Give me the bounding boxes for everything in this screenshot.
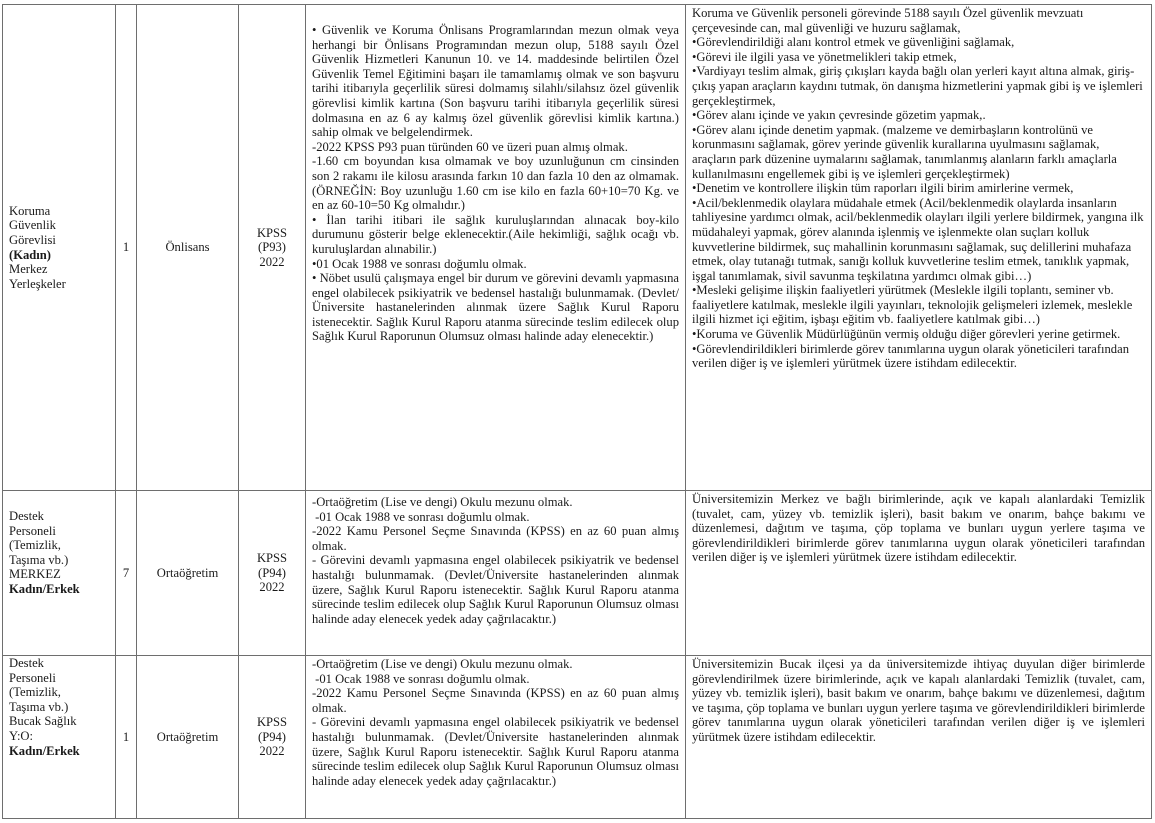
position-cell (3, 656, 116, 819)
requirement-item: -Ortaöğretim (Lise ve dengi) Okulu mezunu olmak. (312, 657, 573, 671)
kpss-cell (239, 5, 306, 491)
requirement-item: • İlan tarihi itibari ile sağlık kuruluşlarından alınacak boy-kilo durumunu gösterir belge eklenecektir.(Aile hekimliği, sağlık ocağı vb. kuruluşlardan alınabilir.) (312, 212, 679, 256)
position-line: Yerleşkeler (9, 276, 66, 291)
position-line: Personeli (9, 670, 56, 685)
requirement-item: -1.60 cm boyundan kısa olmamak ve boy uzunluğunun cm cinsinden son 2 rakamı ile kilosu arasında farkın 10 dan fazla 10 den az olmamak. (ÖRNEĞİN: Boy uzunluğu 1.60 cm ise kilo en fazla 60+10=70 Kg. ve en az 60-10=50 Kg olmalıdır.) (312, 154, 679, 213)
count-cell: 7 (116, 491, 137, 656)
requirement-item: -01 Ocak 1988 ve sonrası doğumlu olmak. (312, 671, 530, 686)
requirement-item: -2022 Kamu Personel Seçme Sınavında (KPSS) en az 60 puan almış olmak. (312, 524, 679, 553)
position-line: (Temizlik, (9, 538, 61, 553)
duty-item: •Görev alanı içinde denetim yapmak. (malzeme ve demirbaşların kontrolünü ve korunmasını sağlamak, görev yerinde güvenlik kurallarına uyulmasını sağlamak, araçların park düzenine uymalarını sağlamak, tanımlanmış alanların farklı amaçlarla kullanılmasını engellemek gibi iş ve işlemleri gerçekleştirmek) (692, 122, 1117, 181)
requirements-cell (306, 5, 686, 491)
kpss-line: KPSS (256, 715, 288, 730)
kpss-cell (239, 656, 306, 819)
position-cell (3, 5, 116, 491)
requirement-item: •01 Ocak 1988 ve sonrası doğumlu olmak. (312, 256, 527, 271)
education-cell: Önlisans (137, 5, 239, 491)
duty-item: Üniversitemizin Merkez ve bağlı birimlerinde, açık ve kapalı alanlardaki Temizlik (tuvalet, cam, yüzey vb. temizlik işleri), basit bakım ve onarım, bahçe bakımı ve düzenlemesi, dağıtım ve taşıma, çöp toplama ve bunları uygun yerlere taşıma ve görevlendirildikleri birimlerde görev tanımlarına uygun olarak yöneticileri tarafından verilen diğer iş ve işlemleri yürütmek üzere istihdam edilecektir. (692, 492, 1145, 565)
position-cell (3, 491, 116, 656)
kpss-line: 2022 (259, 254, 285, 269)
requirement-item: -2022 Kamu Personel Seçme Sınavında (KPSS) en az 60 puan almış olmak. (312, 686, 679, 715)
position-line: Taşıma vb.) (9, 552, 69, 567)
duty-item: •Vardiyayı teslim almak, giriş çıkışları kayda bağlı olan yerleri kayıt altına almak, giriş-çıkış yapan araçların kaydını tutmak, ön danışma hizmetlerini yapmak gibi iş ve işlemleri gerçekleştirmek, (692, 64, 1143, 108)
position-line: Koruma (9, 203, 51, 218)
position-line: (Temizlik, (9, 685, 61, 700)
requirement-item: -2022 KPSS P93 puan türünden 60 ve üzeri puan almış olmak. (312, 139, 628, 154)
positions-table (2, 4, 1152, 819)
position-line: Destek (9, 509, 44, 523)
count-cell: 1 (116, 656, 137, 819)
position-line: Destek (9, 656, 44, 670)
duty-item: •Denetim ve kontrollere ilişkin tüm raporları ilgili birim amirlerine vermek, (692, 181, 1074, 196)
position-line: Bucak Sağlık (9, 714, 77, 729)
position-gender: Kadın/Erkek (9, 743, 80, 758)
duty-item: Koruma ve Güvenlik personeli görevinde 5188 sayılı Özel güvenlik mevzuatı çerçevesinde can, mal güvenliği ve huzuru sağlamak, (692, 6, 1084, 35)
position-gender: Kadın/Erkek (9, 581, 80, 596)
requirements-cell (306, 656, 686, 819)
table-row (3, 5, 1152, 491)
position-line: Y:O: (9, 728, 34, 743)
requirements-cell (306, 491, 686, 656)
education-cell: Ortaöğretim (137, 491, 239, 656)
count-cell: 1 (116, 5, 137, 491)
duty-item: •Görevlendirildikleri birimlerde görev tanımlarına uygun olarak yöneticileri tarafından verilen diğer iş ve işlemleri yürütmek üzere istihdam edilecektir. (692, 341, 1129, 371)
position-line: Güvenlik (9, 218, 56, 233)
requirement-item: -01 Ocak 1988 ve sonrası doğumlu olmak. (312, 509, 530, 524)
kpss-line: KPSS (256, 551, 288, 566)
table-row (3, 491, 1152, 656)
kpss-line: KPSS (256, 225, 288, 240)
position-line: Taşıma vb.) (9, 699, 69, 714)
kpss-cell (239, 491, 306, 656)
education-cell: Ortaöğretim (137, 656, 239, 819)
duties-cell (686, 5, 1152, 491)
duties-cell (686, 491, 1152, 656)
requirement-item: -Ortaöğretim (Lise ve dengi) Okulu mezunu olmak. (312, 495, 573, 509)
duty-item: •Görev alanı içinde ve yakın çevresinde gözetim yapmak,. (692, 108, 986, 123)
kpss-line: (P94) (258, 565, 286, 580)
duties-cell (686, 656, 1152, 819)
position-line: Merkez (9, 262, 48, 277)
kpss-line: (P94) (258, 729, 286, 744)
duty-item: •Mesleki gelişime ilişkin faaliyetleri yürütmek (Meslekle ilgili toplantı, seminer vb. faaliyetlere katılmak, meslekle ilgili yayınları, teknolojik gelişmeleri izlemek, meslekle ilgili hizmet içi eğitim, işbaşı eğitim vb. faaliyetlere katılmak gibi…) (692, 283, 1133, 327)
position-line: MERKEZ (9, 567, 61, 582)
position-line: Görevlisi (9, 232, 56, 247)
kpss-line: (P93) (258, 240, 286, 255)
table-row (3, 656, 1152, 819)
requirement-item: - Görevini devamlı yapmasına engel olabilecek psikiyatrik ve bedensel hastalığı bulunmamak. (Devlet/Üniversite hastanelerinden alınmak üzere, Sağlık Kurul Raporu istenecektir. Sağlık Kurul Raporu atanma sürecinde teslim edilecek olup Sağlık Kurul Raporunun Olumsuz olması halinde aday elenecek yedek aday çağrılacaktır.) (312, 715, 679, 788)
requirement-item: • Nöbet usulü çalışmaya engel bir durum ve görevini devamlı yapmasına engel olabilecek psikiyatrik ve bedensel hastalığı bulunmamak. (Devlet/Üniversite hastanelerinden alınmak üzere Sağlık Kurul Raporu istenecektir. Sağlık Kurul Raporu atanma sürecinde teslim edilecek olup Sağlık Kurul Raporunun Olumsuz olması halinde aday elenecektir.) (312, 271, 679, 344)
duty-item: •Görevlendirildiği alanı kontrol etmek ve güvenliğini sağlamak, (692, 35, 1015, 50)
position-line: Personeli (9, 523, 56, 538)
requirement-item: - Görevini devamlı yapmasına engel olabilecek psikiyatrik ve bedensel hastalığı bulunmamak. (Devlet/Üniversite hastanelerinden alınmak üzere, Sağlık Kurul Raporu istenecektir. Sağlık Kurul Raporu atanma sürecinde teslim edilecek olup Sağlık Kurul Raporunun Olumsuz olması halinde aday elenecek yedek aday çağrılacaktır.) (312, 553, 679, 626)
position-gender: (Kadın) (9, 247, 51, 262)
duty-item: •Görevi ile ilgili yasa ve yönetmelikleri takip etmek, (692, 49, 957, 64)
duty-item: Üniversitemizin Bucak ilçesi ya da üniversitemizde ihtiyaç duyulan diğer birimlerde görevlendirilmek üzere birimlerinde, açık ve kapalı alanlardaki Temizlik (tuvalet, cam, yüzey vb. temizlik işleri), basit bakım ve onarım, bahçe bakımı ve düzenlemesi, dağıtım ve taşıma, çöp toplama ve bunları uygun yerlere taşıma ve görevlendirildikleri birimlerde görev tanımlarına uygun olarak yöneticileri tarafından verilen diğer iş ve işlemleri yürütmek üzere istihdam edilecektir. (692, 657, 1145, 744)
requirement-item: • Güvenlik ve Koruma Önlisans Programlarından mezun olmak veya herhangi bir Önlisans Programından mezun olup, 5188 sayılı Özel Güvenlik Hizmetleri Kanunun 10. ve 14. maddesinde belirtilen Özel Güvenlik Temel Eğitimini başarı ile tamamlamış olmak ve son başvuru tarihi itibarıyla geçerlilik süresi dolmamış silahlı/silahsız özel güvenlik görevlisi kimlik kartına (Son başvuru tarihi itibarıyla geçerlilik süresi dolmasına en az 6 ay kalmış özel güvenlik görevlisi kimlik kartına.) sahip olmak ve belgelendirmek. (312, 23, 679, 140)
duty-item: •Acil/beklenmedik olaylara müdahale etmek (Acil/beklenmedik olaylarda insanların tahliyesine yardımcı olmak, acil/beklenmedik olayları ilgili yerlere bildirmek, yangına ilk müdahaleyi yapmak, görev alanında işlenmiş ve işlenmekte olan suçları kolluk kuvvetlerine bildirmek, suç mahallinin korunmasını sağlamak, suç delillerini muhafaza etmek, olay tutanağı tutmak, sanığı kolluk kuvvetlerine teslim etmek, tanıklık yapmak, işgal tanımlamak, sivil savunma teşkilatına yardımcı olmak gibi…) (692, 195, 1144, 283)
kpss-line: 2022 (259, 580, 285, 595)
kpss-line: 2022 (259, 744, 285, 759)
duty-item: •Koruma ve Güvenlik Müdürlüğünün vermiş olduğu diğer görevleri yerine getirmek. (692, 327, 1121, 342)
